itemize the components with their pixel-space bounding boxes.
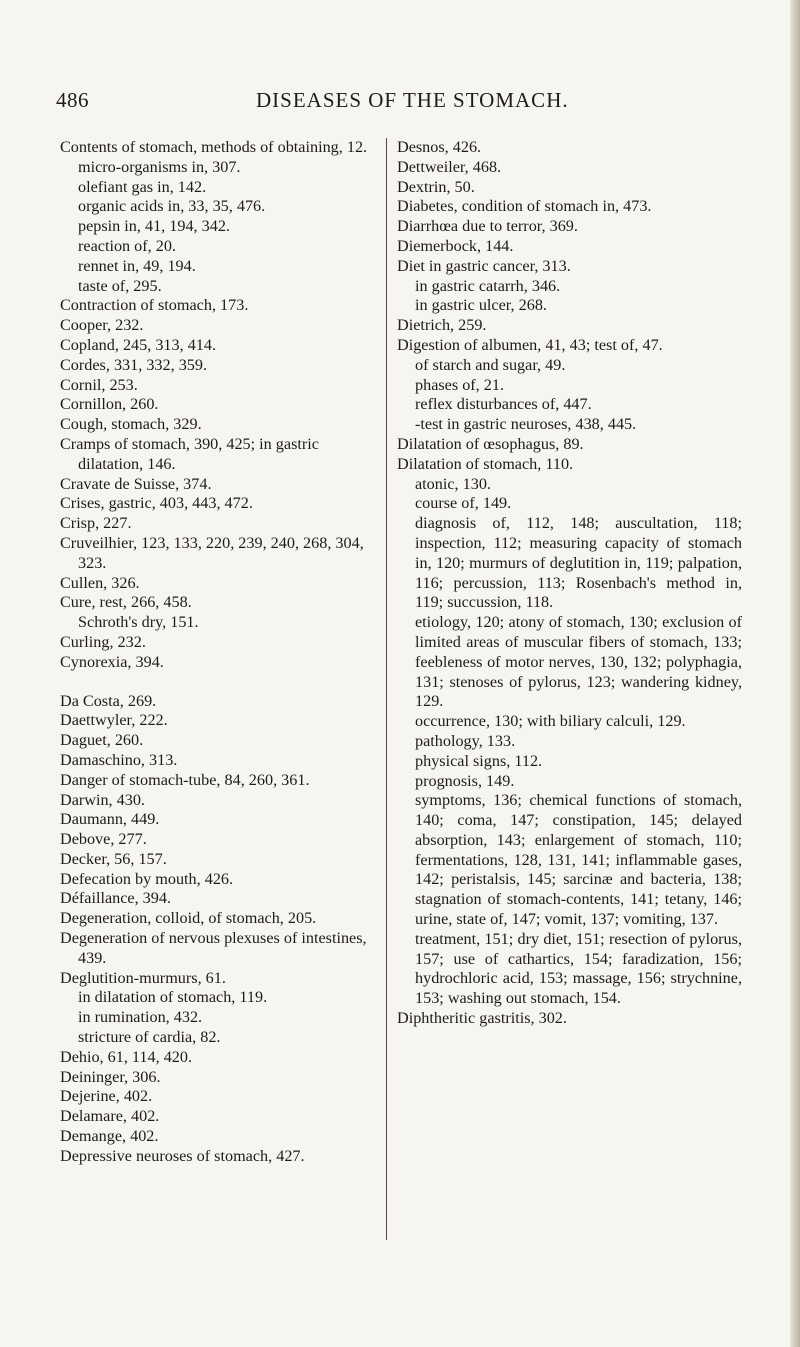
index-subentry: diagnosis of, 112, 148; auscultation, 118; inspection, 112; measuring capacity of stomach in, 120; murmurs of deglutition in, 119; palpation, 116; percussion, 113; Rosenbach's method in, 119; succussion, 118.: [415, 514, 742, 612]
index-subentry: stricture of cardia, 82.: [78, 1028, 221, 1047]
index-subentry: phases of, 21.: [415, 375, 505, 394]
index-entry: Contents of stomach, methods of obtaining, 12.: [60, 138, 368, 156]
index-entry: Dettweiler, 468.: [397, 157, 502, 176]
index-entry: Degeneration of nervous plexuses of intestines, 439.: [60, 929, 367, 967]
index-entry: Diemerbock, 144.: [397, 236, 514, 255]
index-entry: Crisp, 227.: [60, 514, 132, 533]
index-entry: Cordes, 331, 332, 359.: [60, 355, 208, 374]
index-entry: Depressive neuroses of stomach, 427.: [60, 1146, 305, 1165]
index-entry: Diarrhœa due to terror, 369.: [397, 217, 578, 236]
index-subentry: olefiant gas in, 142.: [78, 177, 207, 196]
index-subentry: etiology, 120; atony of stomach, 130; exclusion of limited areas of muscular fibers of stomach, 133; feebleness of motor nerves, 130, 132; polyphagia, 131; stenoses of pylorus, 123; wandering kidney, 129.: [415, 613, 742, 711]
index-entry: Crises, gastric, 403, 443, 472.: [60, 494, 253, 513]
index-subentry: in gastric catarrh, 346.: [415, 276, 561, 295]
index-entry: Curling, 232.: [60, 632, 146, 651]
index-entry: Cullen, 326.: [60, 573, 140, 592]
index-subentry: symptoms, 136; chemical functions of stomach, 140; coma, 147; constipation, 145; delayed absorption, 143; enlargement of stomach, 110; fermentations, 128, 131, 141; inflammable gases, 142; peristalsis, 145; sarcinæ and bacteria, 138; stagnation of stomach-contents, 141; tetany, 146; urine, state of, 147; vomit, 137; vomiting, 137.: [415, 791, 742, 929]
index-subentry: in rumination, 432.: [78, 1008, 203, 1027]
index-entry: Cramps of stomach, 390, 425; in gastric dilatation, 146.: [60, 434, 319, 473]
index-column-left: [60, 138, 378, 1167]
index-entry: Diabetes, condition of stomach in, 473.: [397, 197, 652, 216]
index-entry: Daumann, 449.: [60, 810, 160, 829]
index-column-right: [397, 138, 742, 1029]
page-header: [56, 88, 756, 118]
index-subentry: in gastric ulcer, 268.: [415, 296, 547, 315]
section-gap: [60, 673, 378, 692]
index-entry: Dextrin, 50.: [397, 177, 475, 196]
index-entry: Demange, 402.: [60, 1127, 159, 1146]
index-subentry: rennet in, 49, 194.: [78, 256, 196, 275]
index-entry: Dehio, 61, 114, 420.: [60, 1047, 193, 1066]
index-entry: Damaschino, 313.: [60, 750, 178, 769]
index-entry: Cruveilhier, 123, 133, 220, 239, 240, 268, 304, 323.: [60, 533, 364, 572]
index-entry: Debove, 277.: [60, 830, 147, 849]
index-entry: Diet in gastric cancer, 313.: [397, 256, 571, 275]
index-entry: Cravate de Suisse, 374.: [60, 474, 212, 493]
index-subentry: -test in gastric neuroses, 438, 445.: [415, 415, 637, 434]
index-entry: Cornillon, 260.: [60, 395, 159, 414]
index-subentry: taste of, 295.: [78, 276, 162, 295]
index-entry: Decker, 56, 157.: [60, 849, 167, 868]
index-entry: Dietrich, 259.: [397, 316, 487, 335]
index-entry: Dejerine, 402.: [60, 1087, 153, 1106]
index-subentry: pathology, 133.: [415, 731, 516, 750]
index-entry: Digestion of albumen, 41, 43; test of, 47.: [397, 335, 663, 354]
index-entry: Deininger, 306.: [60, 1067, 161, 1086]
index-subentry: pepsin in, 41, 194, 342.: [78, 217, 230, 236]
index-entry: Cough, stomach, 329.: [60, 415, 202, 434]
index-entry: Cure, rest, 266, 458.: [60, 593, 192, 612]
index-subentry: reflex disturbances of, 447.: [415, 395, 592, 414]
index-subentry: physical signs, 112.: [415, 751, 543, 770]
index-subentry: prognosis, 149.: [415, 771, 515, 790]
index-entry: Copland, 245, 313, 414.: [60, 335, 217, 354]
index-entry: Delamare, 402.: [60, 1107, 160, 1126]
index-entry: Da Costa, 269.: [60, 691, 157, 710]
index-subentry: atonic, 130.: [415, 474, 491, 493]
index-subentry: Schroth's dry, 151.: [78, 613, 199, 632]
index-entry: Daguet, 260.: [60, 731, 144, 750]
index-entry: Degeneration, colloid, of stomach, 205.: [60, 909, 317, 928]
index-entry: Dilatation of œsophagus, 89.: [397, 434, 584, 453]
index-entry: Cornil, 253.: [60, 375, 138, 394]
index-subentry: treatment, 151; dry diet, 151; resection of pylorus, 157; use of cathartics, 154; faradization, 156; hydrochloric acid, 153; massage, 156; strychnine, 153; washing out stomach, 154.: [415, 929, 742, 1008]
index-entry: Deglutition-murmurs, 61.: [60, 968, 226, 987]
index-subentry: micro-organisms in, 307.: [78, 157, 241, 176]
index-entry: Cooper, 232.: [60, 316, 144, 335]
index-subentry: occurrence, 130; with biliary calculi, 129.: [415, 712, 686, 731]
index-subentry: in dilatation of stomach, 119.: [78, 988, 268, 1007]
index-entry: Défaillance, 394.: [60, 889, 172, 908]
index-subentry: course of, 149.: [415, 494, 512, 513]
index-entry: Daettwyler, 222.: [60, 711, 168, 730]
index-entry: Danger of stomach-tube, 84, 260, 361.: [60, 770, 310, 789]
index-entry: Diphtheritic gastritis, 302.: [397, 1009, 567, 1028]
index-entry: Cynorexia, 394.: [60, 652, 164, 671]
index-entry: Darwin, 430.: [60, 790, 145, 809]
page-edge-shadow: [790, 0, 800, 1347]
index-subentry: of starch and sugar, 49.: [415, 355, 566, 374]
index-entry: Desnos, 426.: [397, 138, 482, 156]
index-entry: Contraction of stomach, 173.: [60, 296, 249, 315]
running-title: DISEASES OF THE STOMACH.: [256, 88, 569, 112]
index-subentry: organic acids in, 33, 35, 476.: [78, 197, 266, 216]
index-entry: Dilatation of stomach, 110.: [397, 454, 574, 473]
index-subentry: reaction of, 20.: [78, 236, 176, 255]
column-divider: [386, 138, 387, 1240]
page-number: 486: [56, 88, 89, 112]
index-entry: Defecation by mouth, 426.: [60, 869, 234, 888]
